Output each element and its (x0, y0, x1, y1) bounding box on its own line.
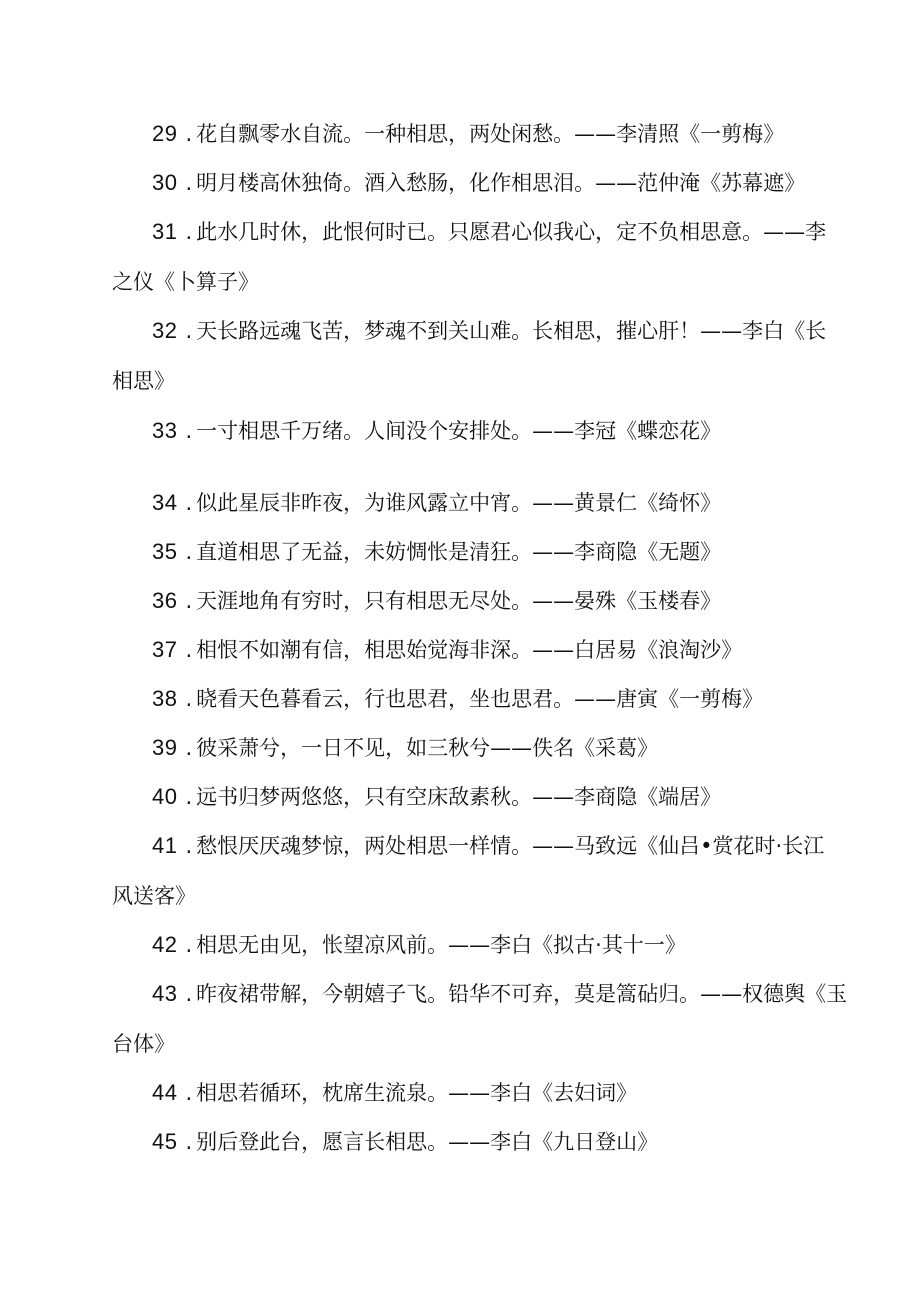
entry-text-continued: 风送客》 (112, 884, 196, 908)
entry-number: 43 (152, 981, 178, 1006)
entry-separator: . (185, 933, 193, 957)
entry-text: 天涯地角有穷时，只有相思无尽处。——晏殊《玉楼春》 (196, 589, 722, 613)
poem-entry-45 (112, 1117, 817, 1167)
entry-text-continued: 之仪《卜算子》 (112, 270, 259, 294)
entry-text: 彼采萧兮，一日不见，如三秋兮——佚名《采葛》 (196, 736, 659, 760)
entry-number: 41 (152, 833, 178, 858)
entry-text: 别后登此台，愿言长相思。——李白《九日登山》 (196, 1130, 659, 1154)
entry-number: 45 (152, 1129, 178, 1154)
entry-separator: . (185, 171, 193, 195)
poem-entry-33 (112, 406, 817, 456)
entry-separator: . (185, 122, 193, 146)
entry-number: 39 (152, 735, 178, 760)
entry-number: 29 (152, 121, 178, 146)
entry-separator: . (185, 785, 193, 809)
entry-separator: . (185, 736, 193, 760)
entry-number: 37 (152, 637, 178, 662)
entry-text: 一寸相思千万绪。人间没个安排处。——李冠《蝶恋花》 (196, 419, 722, 443)
entry-separator: . (185, 1130, 193, 1154)
entry-text: 似此星辰非昨夜，为谁风露立中宵。——黄景仁《绮怀》 (196, 491, 722, 515)
poem-entry-31 (112, 207, 827, 307)
entry-text: 相恨不如潮有信，相思始觉海非深。——白居易《浪淘沙》 (196, 638, 743, 662)
entry-text: 远书归梦两悠悠，只有空床敌素秋。——李商隐《端居》 (196, 785, 722, 809)
entry-number: 30 (152, 170, 178, 195)
poem-entry-38 (112, 674, 817, 724)
poem-entry-40 (112, 772, 817, 822)
entry-text: 相思无由见，怅望凉风前。——李白《拟古·其十一》 (196, 933, 686, 957)
poem-entry-29 (112, 109, 817, 159)
poem-entry-35 (112, 527, 817, 577)
poem-entry-30 (112, 158, 817, 208)
poem-entry-34 (112, 478, 817, 528)
entry-text: 直道相思了无益，未妨惆怅是清狂。——李商隐《无题》 (196, 540, 722, 564)
entry-number: 35 (152, 539, 178, 564)
entry-text-continued: 台体》 (112, 1032, 175, 1056)
entry-separator: . (185, 419, 193, 443)
entry-number: 44 (152, 1080, 178, 1105)
entry-separator: . (185, 491, 193, 515)
entry-number: 36 (152, 588, 178, 613)
entry-separator: . (185, 982, 193, 1006)
entry-text: 此水几时休，此恨何时已。只愿君心似我心，定不负相思意。——李 (196, 220, 827, 244)
entry-number: 38 (152, 686, 178, 711)
entry-text: 相思若循环，枕席生流泉。——李白《去妇词》 (196, 1081, 638, 1105)
entry-separator: . (185, 220, 193, 244)
entry-number: 34 (152, 490, 178, 515)
entry-number: 40 (152, 784, 178, 809)
entry-number: 32 (152, 318, 178, 343)
entry-text-continued: 相思》 (112, 369, 175, 393)
entry-number: 33 (152, 418, 178, 443)
entry-text: 昨夜裙带解，今朝嬉子飞。铅华不可弃，莫是篙砧归。——权德舆《玉 (196, 982, 848, 1006)
entry-text: 愁恨厌厌魂梦惊，两处相思一样情。——马致远《仙吕•赏花时·长江 (196, 834, 825, 858)
entry-separator: . (185, 834, 193, 858)
entry-text: 晓看天色暮看云，行也思君，坐也思君。——唐寅《一剪梅》 (196, 687, 764, 711)
entry-separator: . (185, 687, 193, 711)
entry-separator: . (185, 638, 193, 662)
poem-entry-44 (112, 1068, 817, 1118)
entry-text: 天长路远魂飞苦，梦魂不到关山难。长相思，摧心肝！——李白《长 (196, 319, 827, 343)
entry-text: 明月楼高休独倚。酒入愁肠，化作相思泪。——范仲淹《苏幕遮》 (196, 171, 806, 195)
poem-entry-43 (112, 969, 848, 1069)
entry-separator: . (185, 1081, 193, 1105)
entry-text: 花自飘零水自流。一种相思，两处闲愁。——李清照《一剪梅》 (196, 122, 785, 146)
poem-entry-42 (112, 920, 817, 970)
entry-separator: . (185, 319, 193, 343)
poem-entry-41 (112, 821, 825, 921)
entry-separator: . (185, 589, 193, 613)
poem-entry-39 (112, 723, 817, 773)
entry-number: 42 (152, 932, 178, 957)
poem-entry-36 (112, 576, 817, 626)
poem-entry-37 (112, 625, 817, 675)
entry-number: 31 (152, 219, 178, 244)
poem-entry-32 (112, 306, 827, 406)
entry-separator: . (185, 540, 193, 564)
